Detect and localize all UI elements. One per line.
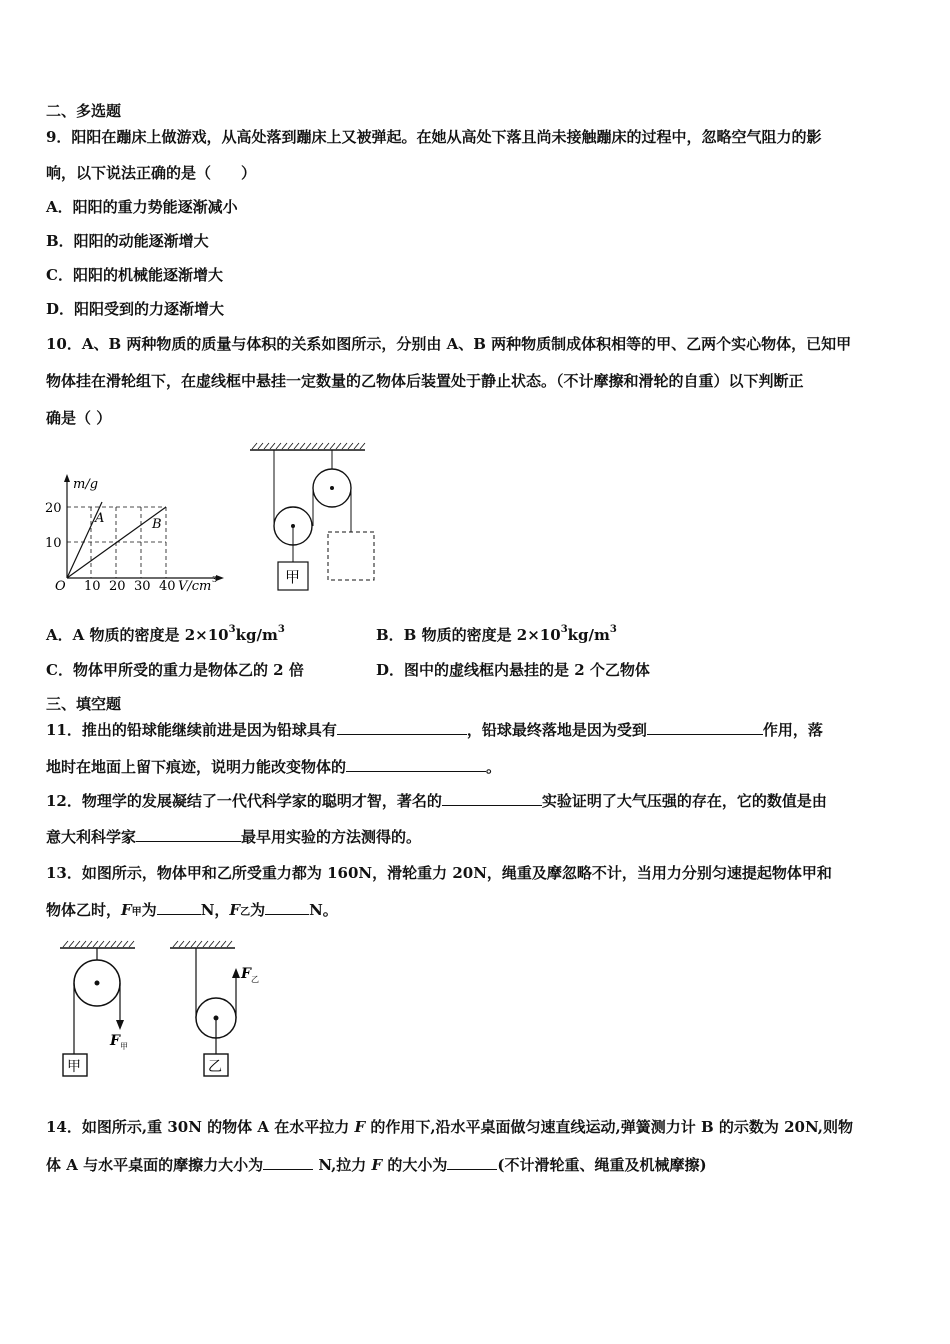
q12-line2: 意大利科学家 最早用实验的方法测得的。 [46, 828, 422, 846]
right-force-label: F [241, 966, 251, 982]
q10-stem-line3: 确是（ ） [46, 409, 112, 427]
graph-y-tick-10: 10 [45, 536, 62, 551]
q10-option-b: B．B 物质的密度是 $2\times 10^3kg/m^3$ [376, 624, 617, 644]
graph-x-tick-40: 40 [159, 579, 176, 594]
q11-blank-3[interactable] [346, 757, 486, 772]
ceiling-hatching [252, 443, 365, 449]
q11-line2: 地时在地面上留下痕迹，说明力能改变物体的 。 [46, 758, 502, 776]
q14-line2: 体 A 与水平桌面的摩擦力大小为 N,拉力 F 的大小为 (不计滑轮重、绳重及机械摩擦) [46, 1156, 707, 1174]
q10-stem-line2: 物体挂在滑轮组下，在虚线框中悬挂一定数量的乙物体后装置处于静止状态。（不计摩擦和滑轮的自重）以下判断正 [46, 372, 804, 390]
q14-blank-1[interactable] [263, 1155, 313, 1170]
left-force-sub: 甲 [120, 1042, 128, 1051]
section-multi-choice-heading: 二、多选题 [46, 102, 122, 120]
graph-x-arrow [216, 575, 224, 581]
q9-stem-line2: 响，以下说法正确的是（ ） [46, 164, 257, 182]
q10-option-d: D．图中的虚线框内悬挂的是 2 个乙物体 [376, 661, 650, 679]
q10-option-a: A．A 物质的密度是 $2\times 10^3kg/m^3$ [46, 624, 285, 644]
q9-option-b: B．阳阳的动能逐渐增大 [46, 232, 209, 250]
q11-blank-2[interactable] [647, 720, 763, 735]
q9-stem-line1: 9．阳阳在蹦床上做游戏，从高处落到蹦床上又被弹起。在她从高处下落且尚未接触蹦床的过程中，忽略空气阻力的影 [46, 128, 822, 146]
graph-x-tick-30: 30 [134, 579, 151, 594]
graph-y-label: m/g [73, 477, 99, 492]
q13-blank-1[interactable] [157, 900, 201, 915]
right-force-arrow [232, 968, 240, 978]
q12-blank-1[interactable] [442, 791, 542, 806]
graph-x-label-exp: 3 [212, 575, 218, 584]
left-force-arrow [116, 1020, 124, 1030]
q13-line1: 13．如图所示，物体甲和乙所受重力都为 160N，滑轮重力 20N，绳重及摩忽略不计，当用力分别匀速提起物体甲和 [46, 864, 832, 882]
left-ceiling-hatching [63, 941, 134, 947]
q11-blank-1[interactable] [337, 720, 467, 735]
graph-x-tick-20: 20 [109, 579, 126, 594]
right-ceiling-hatching [173, 941, 232, 947]
q11-line1: 11．推出的铅球能继续前进是因为铅球具有 ，铅球最终落地是因为受到 作用，落 [46, 721, 823, 739]
q12-blank-2[interactable] [136, 827, 241, 842]
q14-line1: 14．如图所示,重 30N 的物体 A 在水平拉力 F 的作用下,沿水平桌面做匀速直线运动,弹簧测力计 B 的示数为 20N,则物 [46, 1118, 853, 1136]
mass-volume-graph [40, 470, 230, 595]
graph-x-tick-10: 10 [84, 579, 101, 594]
right-box-label: 乙 [208, 1059, 222, 1075]
q14-blank-2[interactable] [447, 1155, 497, 1170]
q13-blank-2[interactable] [265, 900, 309, 915]
graph-y-tick-20: 20 [45, 501, 62, 516]
q12-line1: 12．物理学的发展凝结了一代代科学家的聪明才智，著名的 实验证明了大气压强的存在，它的数值是由 [46, 792, 827, 810]
q10-option-c: C．物体甲所受的重力是物体乙的 2 倍 [46, 661, 304, 679]
q13-line2: 物体乙时，F甲为 N，F乙为 N。 [46, 901, 338, 919]
dashed-frame [328, 532, 374, 580]
pulley-system-figure [245, 438, 385, 598]
graph-x-label: V/cm [178, 579, 212, 594]
graph-label-a: A [95, 511, 105, 526]
left-box-label: 甲 [67, 1059, 81, 1075]
graph-origin: O [55, 579, 66, 594]
box-jia-label: 甲 [285, 568, 301, 586]
right-force-sub: 乙 [251, 975, 259, 984]
q9-option-c: C．阳阳的机械能逐渐增大 [46, 266, 223, 284]
q13-pulley-figures [55, 938, 265, 1088]
graph-y-arrow [64, 474, 70, 482]
q9-option-a: A．阳阳的重力势能逐渐减小 [46, 198, 238, 216]
q9-option-d: D．阳阳受到的力逐渐增大 [46, 300, 225, 318]
left-force-label: F [110, 1033, 120, 1049]
q10-stem-line1: 10．A、B 两种物质的质量与体积的关系如图所示，分别由 A、B 两种物质制成体积相等的甲、乙两个实心物体，已知甲 [46, 335, 852, 353]
graph-label-b: B [152, 517, 162, 532]
section-fill-heading: 三、填空题 [46, 695, 122, 713]
